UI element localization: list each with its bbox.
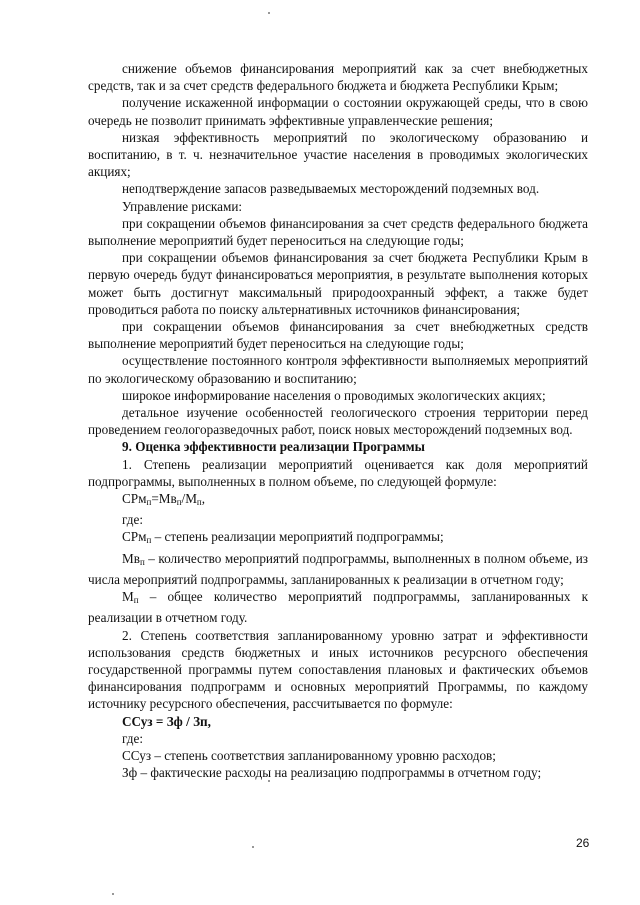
section-heading: 9. Оценка эффективности реализации Программы bbox=[122, 439, 425, 455]
paragraph: детальное изучение особенностей геологического строения территории перед проведением геологоразведочных работ, поиск новых месторождений подземных вод. bbox=[88, 405, 588, 438]
scan-speck bbox=[112, 893, 114, 895]
paragraph: снижение объемов финансирования мероприятий как за счет внебюджетных средств, так и за счет средств федерального бюджета и бюджета Республики Крым; bbox=[88, 61, 588, 94]
formula-cost-compliance: ССуз = Зф / Зп, bbox=[122, 713, 211, 729]
document-body bbox=[88, 60, 588, 781]
paragraph: широкое информирование населения о проводимых экологических акциях; bbox=[122, 387, 546, 403]
paragraph: 1. Степень реализации мероприятий оценивается как доля мероприятий подпрограммы, выполненных в полном объеме, по следующей формуле: bbox=[88, 456, 588, 489]
definition-zf: Зф – фактические расходы на реализацию подпрограммы в отчетном году; bbox=[122, 765, 542, 781]
paragraph-list bbox=[88, 60, 588, 490]
definition-m: $М_п$ – общее количество мероприятий подпрограммы, запланированных к реализации в отчетном году. bbox=[88, 589, 588, 626]
page-number: 26 bbox=[576, 836, 590, 850]
paragraph: при сокращении объемов финансирования за счет внебюджетных средств выполнение мероприятий будет переноситься на следующие годы; bbox=[88, 319, 588, 352]
definition-mv: $Мв_п$ – количество мероприятий подпрограммы, выполненных в полном объеме, из числа мероприятий подпрограммы, запланированных к реализации в отчетном году; bbox=[88, 550, 588, 587]
scan-speck bbox=[252, 846, 254, 848]
paragraph: при сокращении объемов финансирования за счет бюджета Республики Крым в первую очередь будут финансироваться мероприятия, в результате выполнения которых может быть достигнут максимальный природоохранный эффект, а также будет проводиться работа по поиску альтернативных источников финансирования; bbox=[88, 250, 588, 317]
where-label: где: bbox=[122, 730, 143, 746]
paragraph: неподтверждение запасов разведываемых месторождений подземных вод. bbox=[122, 181, 540, 197]
paragraph-cost-compliance: 2. Степень соответствия запланированному уровню затрат и эффективности использования средств бюджетных и иных источников ресурсного обеспечения государственной программы путем сопоставления плановых и фактических объемов финансирования подпрограмм и основных мероприятий Программы, по каждому источнику ресурсного обеспечения, рассчитывается по формуле: bbox=[88, 627, 588, 712]
paragraph: Управление рисками: bbox=[122, 198, 243, 214]
where-label: где: bbox=[122, 512, 143, 528]
definition-ssuz: ССуз – степень соответствия запланированному уровню расходов; bbox=[122, 747, 496, 763]
scan-speck bbox=[268, 780, 270, 782]
paragraph: низкая эффективность мероприятий по экологическому образованию и воспитанию, в т. ч. незначительное участие населения в проводимых экологических акциях; bbox=[88, 129, 588, 180]
definition-srm: СРм$_п$ – степень реализации мероприятий подпрограммы; bbox=[122, 529, 444, 546]
formula-completion-rate: $СРм_п=Мв_п/М_п$, bbox=[122, 491, 206, 508]
paragraph: получение искаженной информации о состоянии окружающей среды, что в свою очередь не позволит принимать эффективные управленческие решения; bbox=[88, 95, 588, 128]
paragraph: осуществление постоянного контроля эффективности выполняемых мероприятий по экологическому образованию и воспитанию; bbox=[88, 353, 588, 386]
paragraph: при сокращении объемов финансирования за счет средств федерального бюджета выполнение мероприятий будет переноситься на следующие годы; bbox=[88, 215, 588, 249]
scan-speck bbox=[268, 12, 270, 14]
